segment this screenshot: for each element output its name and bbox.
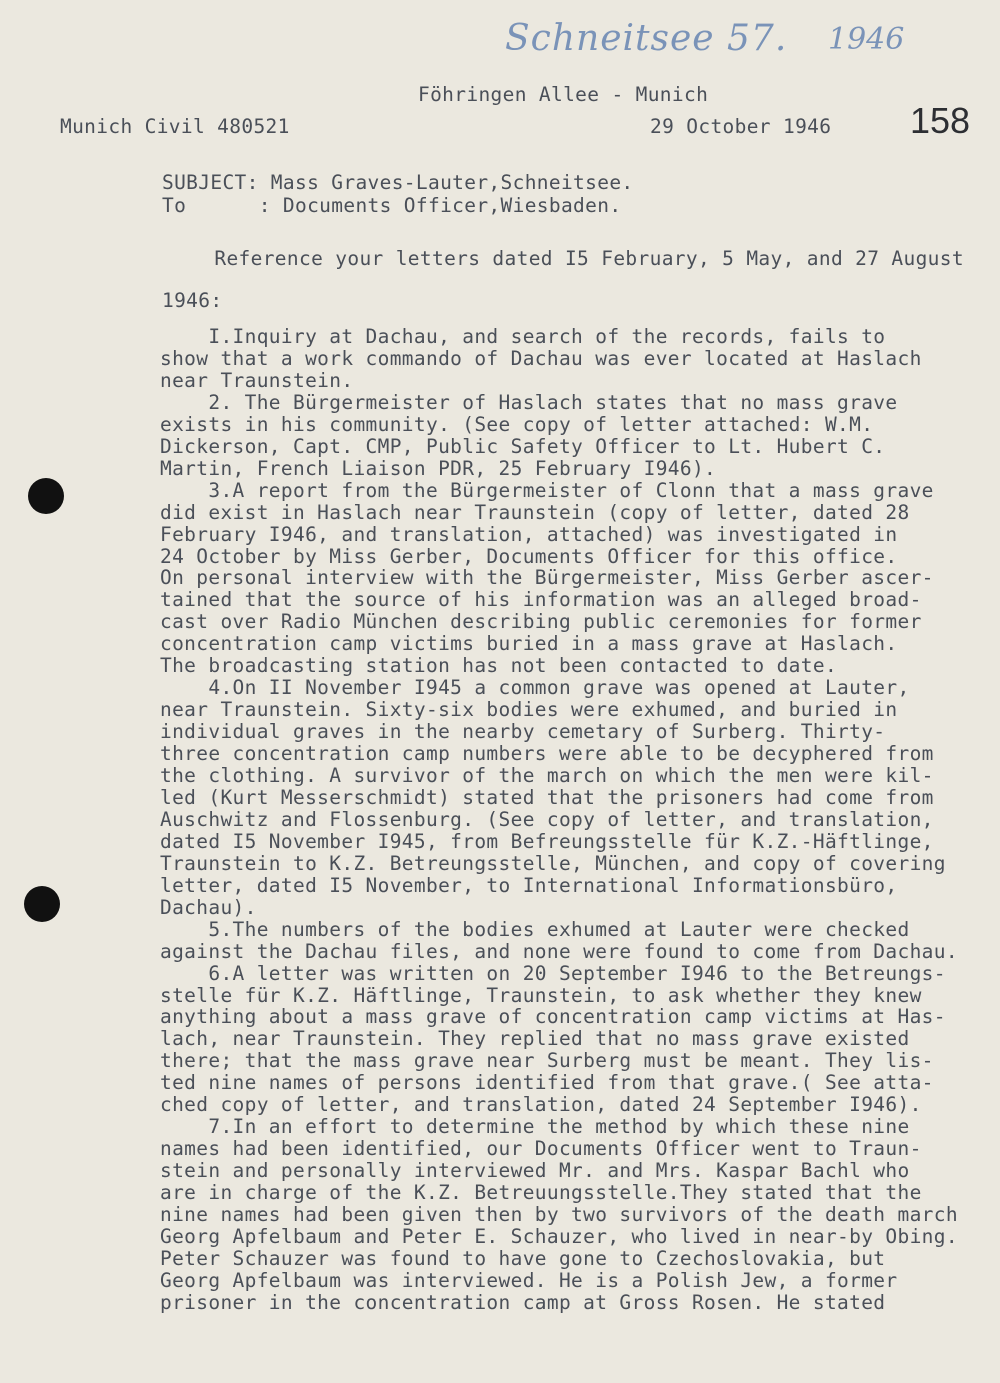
body-line: 24 October by Miss Gerber, Documents Officer for this office.	[160, 544, 898, 568]
intro-line-1: Reference your letters dated I5 February, 5 May, and 27 August	[166, 247, 964, 270]
subject-line: SUBJECT: Mass Graves-Lauter,Schneitsee.	[162, 171, 634, 194]
body-line: 7.In an effort to determine the method by which these nine	[160, 1115, 910, 1139]
body-line: Dickerson, Capt. CMP, Public Safety Officer to Lt. Hubert C.	[160, 434, 886, 458]
body-line: are in charge of the K.Z. Betreuungsstelle.They stated that the	[160, 1181, 922, 1205]
body-line: names had been identified, our Documents Officer went to Traun-	[160, 1137, 922, 1161]
to-line: To : Documents Officer,Wiesbaden.	[162, 194, 622, 217]
body-line: dated I5 November I945, from Befreungsstelle für K.Z.-Häftlinge,	[160, 829, 934, 853]
body-line: the clothing. A survivor of the march on which the men were kil-	[160, 764, 934, 787]
body-line: 6.A letter was written on 20 September I946 to the Betreungs-	[160, 961, 946, 985]
body-line: Auschwitz and Flossenburg. (See copy of letter, and translation,	[160, 807, 934, 831]
body-line: nine names had been given then by two survivors of the death march	[160, 1203, 958, 1226]
body-line: 5.The numbers of the bodies exhumed at Lauter were checked	[160, 917, 910, 941]
body-line: did exist in Haslach near Traunstein (copy of letter, dated 28	[160, 500, 910, 524]
body-line: prisoner in the concentration camp at Gross Rosen. He stated	[160, 1290, 886, 1314]
body-line: 3.A report from the Bürgermeister of Clonn that a mass grave	[160, 478, 934, 502]
header-address: Föhringen Allee - Munich	[418, 83, 709, 106]
body-line: lach, near Traunstein. They replied that no mass grave existed	[160, 1027, 910, 1051]
header-reference: Munich Civil 480521	[60, 115, 290, 138]
body-line: exists in his community. (See copy of letter attached: W.M.	[160, 412, 874, 436]
body-line: ted nine names of persons identified from that grave.( See atta-	[160, 1071, 934, 1095]
body-line: individual graves in the nearby cemetary of Surberg. Thirty-	[160, 720, 886, 744]
body-line: On personal interview with the Bürgermeister, Miss Gerber ascer-	[160, 566, 934, 590]
body-line: against the Dachau files, and none were found to come from Dachau.	[160, 939, 958, 963]
body-line: The broadcasting station has not been contacted to date.	[160, 654, 838, 678]
header-date: 29 October 1946	[650, 115, 832, 138]
body-line: near Traunstein.	[160, 368, 354, 392]
body-line: tained that the source of his information was an alleged broad-	[160, 588, 922, 612]
body-line: Dachau).	[160, 895, 257, 919]
body-line: Traunstein to K.Z. Betreungsstelle, München, and copy of covering	[160, 851, 946, 875]
body-line: near Traunstein. Sixty-six bodies were exhumed, and buried in	[160, 698, 898, 722]
punch-hole-top	[28, 478, 64, 514]
body-line: I.Inquiry at Dachau, and search of the records, fails to	[160, 325, 886, 348]
body-line: Peter Schauzer was found to have gone to Czechoslovakia, but	[160, 1246, 886, 1270]
body-line: anything about a mass grave of concentration camp victims at Has-	[160, 1005, 946, 1029]
body-line: stein and personally interviewed Mr. and Mrs. Kaspar Bachl who	[160, 1159, 910, 1183]
body-line: show that a work commando of Dachau was ever located at Haslach	[160, 346, 922, 370]
body-line: there; that the mass grave near Surberg must be meant. They lis-	[160, 1049, 934, 1073]
body-line: concentration camp victims buried in a mass grave at Haslach.	[160, 632, 898, 656]
body-line: letter, dated I5 November, to International Informationsbüro,	[160, 873, 898, 897]
body-line: cast over Radio München describing public ceremonies for former	[160, 610, 922, 634]
body-line: 4.On II November I945 a common grave was opened at Lauter,	[160, 676, 910, 700]
body-line: ched copy of letter, and translation, dated 24 September I946).	[160, 1093, 922, 1117]
punch-hole-bottom	[24, 886, 60, 922]
body-line: Martin, French Liaison PDR, 25 February I946).	[160, 456, 717, 480]
body-line: 2. The Bürgermeister of Haslach states that no mass grave	[160, 390, 898, 414]
intro-line-2: 1946:	[162, 289, 223, 312]
body-line: led (Kurt Messerschmidt) stated that the prisoners had come from	[160, 785, 934, 809]
page-number: 158	[910, 100, 971, 141]
body-line: stelle für K.Z. Häftlinge, Traunstein, to ask whether they knew	[160, 983, 922, 1007]
body-line: Georg Apfelbaum was interviewed. He is a Polish Jew, a former	[160, 1268, 898, 1292]
body-line: February I946, and translation, attached) was investigated in	[160, 522, 898, 546]
handwritten-year: 1946	[828, 22, 905, 57]
handwritten-title: Schneitsee 57.	[505, 18, 788, 59]
body-line: Georg Apfelbaum and Peter E. Schauzer, who lived in near-by Obing.	[160, 1224, 958, 1248]
body-line: three concentration camp numbers were able to be decyphered from	[160, 742, 934, 766]
